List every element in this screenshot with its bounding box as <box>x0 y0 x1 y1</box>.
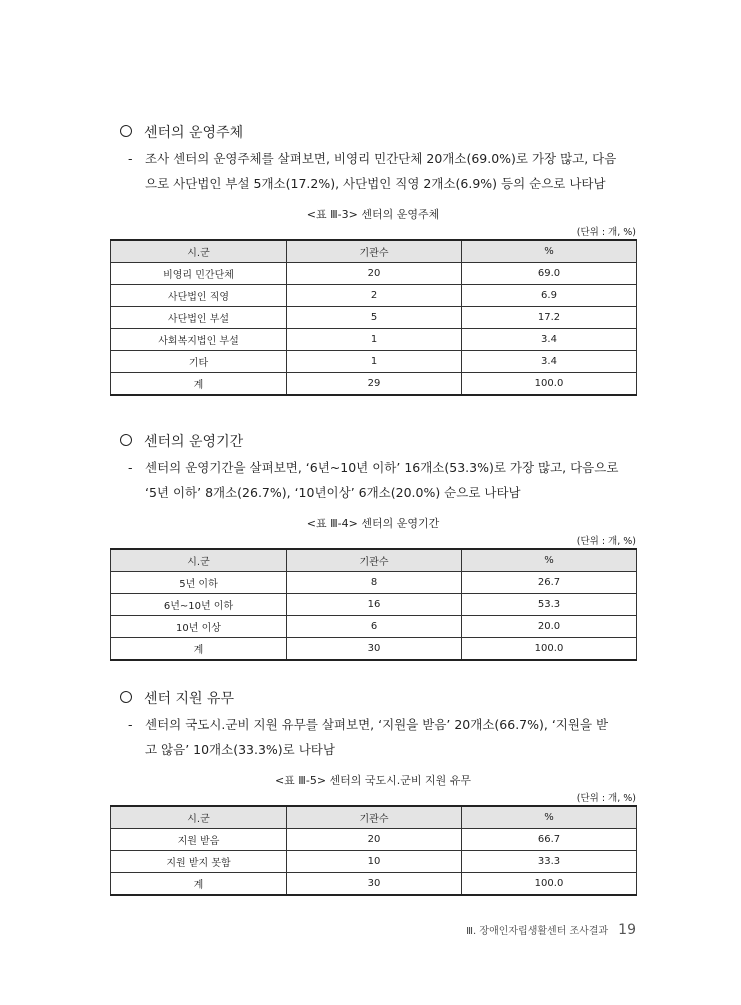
cell: 5 <box>287 307 462 329</box>
section-paragraph: - 센터의 국도시.군비 지원 유무를 살펴보면, ‘지원을 받음’ 20개소(66.7%), ‘지원을 받 고 않음’ 10개소(33.3%)로 나타남 <box>128 712 636 762</box>
table-row <box>111 616 637 638</box>
cell: 33.3 <box>462 851 637 873</box>
cell: 100.0 <box>462 873 637 896</box>
cell: 계 <box>111 638 287 661</box>
cell: 66.7 <box>462 829 637 851</box>
cell: 계 <box>111 373 287 396</box>
circle-bullet-icon <box>120 125 132 137</box>
cell: 지원 받음 <box>111 829 287 851</box>
table-row <box>111 329 637 351</box>
section-title: 센터의 운영기간 <box>120 431 243 451</box>
dash-bullet: - <box>128 151 133 166</box>
column-header: % <box>462 240 637 263</box>
table-total-row <box>111 638 637 661</box>
cell: 26.7 <box>462 572 637 594</box>
table-caption: <표 Ⅲ-5> 센터의 국도시.군비 지원 유무 <box>274 774 472 787</box>
circle-bullet-icon <box>120 434 132 446</box>
cell: 53.3 <box>462 594 637 616</box>
cell: 29 <box>287 373 462 396</box>
column-header: 시.군 <box>111 806 287 829</box>
column-header: 기관수 <box>287 806 462 829</box>
table-caption: <표 Ⅲ-3> 센터의 운영주체 <box>306 208 440 221</box>
cell: 6년~10년 이하 <box>111 594 287 616</box>
table-row <box>111 351 637 373</box>
table-row <box>111 307 637 329</box>
cell: 8 <box>287 572 462 594</box>
cell: 사단법인 직영 <box>111 285 287 307</box>
footer-chapter-title: Ⅲ. 장애인자립생활센터 조사결과 <box>466 926 609 937</box>
cell: 2 <box>287 285 462 307</box>
cell: 16 <box>287 594 462 616</box>
table-row <box>111 594 637 616</box>
section-paragraph: - 조사 센터의 운영주체를 살펴보면, 비영리 민간단체 20개소(69.0%)로 가장 많고, 다음 으로 사단법인 부설 5개소(17.2%), 사단법인 직영 2개소(6.9%) 등의 순으로 나타남 <box>128 146 636 196</box>
cell: 69.0 <box>462 263 637 285</box>
page-footer <box>466 922 636 938</box>
data-table <box>110 548 637 661</box>
section-paragraph: - 센터의 운영기간을 살펴보면, ‘6년~10년 이하’ 16개소(53.3%)로 가장 많고, 다음으로 ‘5년 이하’ 8개소(26.7%), ‘10년이상’ 6개소(20.0%) 순으로 나타남 <box>128 455 636 505</box>
cell: 100.0 <box>462 373 637 396</box>
data-table <box>110 239 637 396</box>
table-total-row <box>111 873 637 896</box>
cell: 100.0 <box>462 638 637 661</box>
cell: 3.4 <box>462 329 637 351</box>
table-header-row <box>111 240 637 263</box>
table-unit: (단위 : 개, %) <box>576 536 636 547</box>
table-row <box>111 263 637 285</box>
cell: 기타 <box>111 351 287 373</box>
cell: 10 <box>287 851 462 873</box>
cell: 30 <box>287 873 462 896</box>
table-header-row <box>111 806 637 829</box>
dash-bullet: - <box>128 717 133 732</box>
cell: 사단법인 부설 <box>111 307 287 329</box>
circle-bullet-icon <box>120 691 132 703</box>
column-header: 시.군 <box>111 240 287 263</box>
column-header: 기관수 <box>287 240 462 263</box>
table-total-row <box>111 373 637 396</box>
cell: 6 <box>287 616 462 638</box>
cell: 1 <box>287 329 462 351</box>
cell: 20.0 <box>462 616 637 638</box>
cell: 비영리 민간단체 <box>111 263 287 285</box>
dash-bullet: - <box>128 460 133 475</box>
table-unit: (단위 : 개, %) <box>576 227 636 238</box>
cell: 20 <box>287 263 462 285</box>
table-unit: (단위 : 개, %) <box>576 793 636 804</box>
column-header: % <box>462 806 637 829</box>
cell: 1 <box>287 351 462 373</box>
cell: 10년 이상 <box>111 616 287 638</box>
table-caption: <표 Ⅲ-4> 센터의 운영기간 <box>306 517 440 530</box>
data-table <box>110 805 637 896</box>
page-number: 19 <box>618 922 636 938</box>
cell: 30 <box>287 638 462 661</box>
table-row <box>111 829 637 851</box>
cell: 사회복지법인 부설 <box>111 329 287 351</box>
cell: 계 <box>111 873 287 896</box>
cell: 3.4 <box>462 351 637 373</box>
table-row <box>111 572 637 594</box>
table-row <box>111 285 637 307</box>
cell: 6.9 <box>462 285 637 307</box>
section-title: 센터 지원 유무 <box>120 688 234 708</box>
table-row <box>111 851 637 873</box>
cell: 17.2 <box>462 307 637 329</box>
column-header: 시.군 <box>111 549 287 572</box>
table-header-row <box>111 549 637 572</box>
cell: 5년 이하 <box>111 572 287 594</box>
cell: 지원 받지 못함 <box>111 851 287 873</box>
column-header: % <box>462 549 637 572</box>
cell: 20 <box>287 829 462 851</box>
column-header: 기관수 <box>287 549 462 572</box>
section-title: 센터의 운영주체 <box>120 122 243 142</box>
